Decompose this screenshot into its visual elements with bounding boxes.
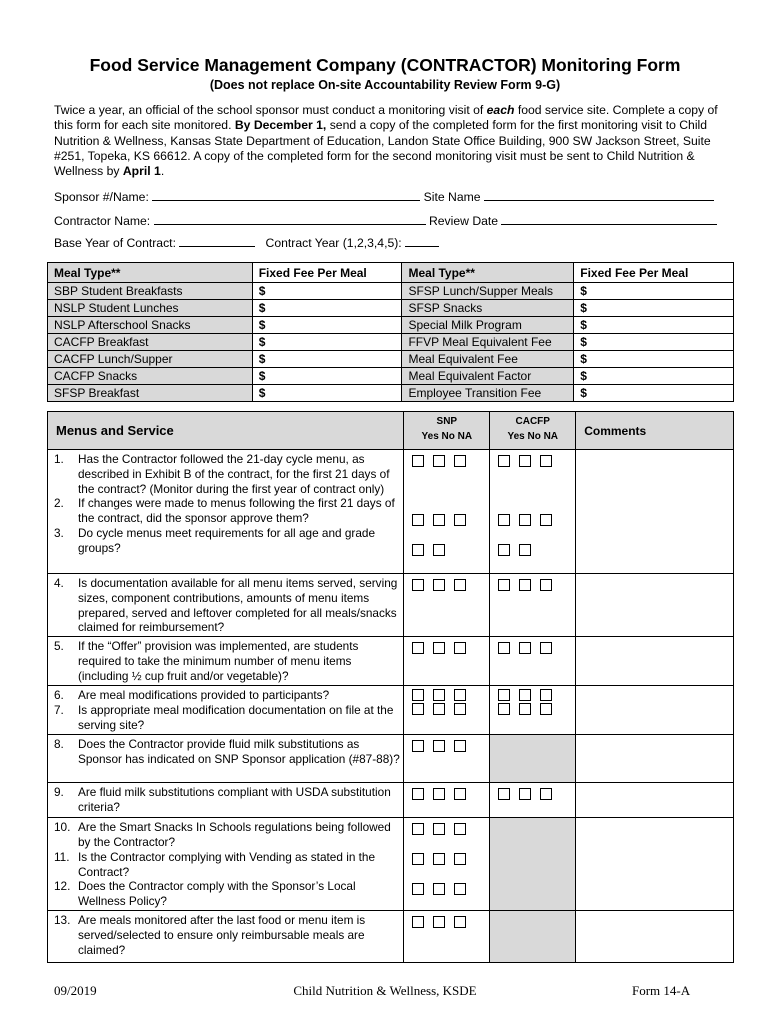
meal-type-cell: CACFP Snacks (48, 368, 253, 385)
fixed-fee-header: Fixed Fee Per Meal (252, 263, 402, 283)
base-year-input[interactable] (179, 236, 255, 247)
sponsor-field: Sponsor #/Name: Site Name (54, 190, 714, 204)
intro-paragraph: Twice a year, an official of the school sponsor must conduct a monitoring visit of each food service site. Complete a copy of this form for each site monitored. By December 1, send a copy of the completed form for the first monitoring visit to Child Nutrition & Wellness, Kansas State Department of Education, Landon State Office Building, 900 SW Jackson Street, Suite #251, Topeka, KS 66612. A copy of the completed form for the second monitoring visit must be sent to Child Nutrition & Wellness by April 1. (54, 103, 718, 179)
yes-checkbox[interactable] (498, 579, 510, 591)
na-checkbox[interactable] (540, 455, 552, 467)
meal-type-header: Meal Type** (402, 263, 574, 283)
fee-input[interactable]: $ (574, 317, 734, 334)
fee-input[interactable]: $ (252, 317, 402, 334)
table-row: 4. Is documentation available for all menu items served, serving sizes, component contributions, amounts of menu items prepared, served and leftover completed for all meals/snacks claimed for reimbursement? (48, 574, 734, 637)
yes-checkbox[interactable] (412, 703, 424, 715)
na-checkbox[interactable] (454, 514, 466, 526)
footer-date: 09/2019 (54, 983, 97, 998)
meal-type-cell: SFSP Breakfast (48, 385, 253, 402)
meal-type-cell: Employee Transition Fee (402, 385, 574, 402)
na-checkbox[interactable] (454, 579, 466, 591)
meal-type-cell: SFSP Lunch/Supper Meals (402, 283, 574, 300)
meal-type-cell: SFSP Snacks (402, 300, 574, 317)
no-checkbox[interactable] (433, 883, 445, 895)
na-checkbox[interactable] (454, 916, 466, 928)
meal-type-cell: SBP Student Breakfasts (48, 283, 253, 300)
comments-cell[interactable] (576, 637, 734, 686)
table-row: 10. Are the Smart Snacks In Schools regulations being followed by the Contractor? 11. Is the Contractor complying with Vending as stated in the Contract? 12. Does the Contractor comply with the Sponsor’s Local Wellness Policy? (48, 818, 734, 911)
na-checkbox[interactable] (454, 703, 466, 715)
comments-cell[interactable] (576, 574, 734, 637)
table-row (48, 300, 734, 317)
contractor-input[interactable] (154, 214, 426, 225)
meal-type-cell: Special Milk Program (402, 317, 574, 334)
yes-checkbox[interactable] (412, 514, 424, 526)
comments-cell[interactable] (576, 686, 734, 735)
fee-input[interactable]: $ (252, 385, 402, 402)
yes-checkbox[interactable] (412, 740, 424, 752)
yes-checkbox[interactable] (498, 703, 510, 715)
table-row (48, 368, 734, 385)
table-row: 1. Has the Contractor followed the 21-day cycle menu, as described in Exhibit B of the contract, for the first 21 days of the contract? (Monitor during the first year of contract only) 2. If changes were made to menus following the first 21 days of the contract, did the sponsor approve them? 3. Do cycle menus meet requirements for all age and grade groups? (48, 450, 734, 574)
fee-input[interactable]: $ (574, 283, 734, 300)
meal-type-header: Meal Type** (48, 263, 253, 283)
intro-each: each (486, 103, 515, 117)
no-checkbox[interactable] (433, 853, 445, 865)
contract-year-field: Base Year of Contract: Contract Year (1,2,3,4,5): (54, 236, 439, 250)
intro-april: April 1 (122, 164, 161, 179)
fee-input[interactable]: $ (252, 368, 402, 385)
fee-input[interactable]: $ (574, 300, 734, 317)
fee-input[interactable]: $ (574, 351, 734, 368)
yes-checkbox[interactable] (498, 788, 510, 800)
comments-cell[interactable] (576, 818, 734, 911)
no-checkbox[interactable] (519, 544, 531, 556)
yes-checkbox[interactable] (412, 455, 424, 467)
yes-checkbox[interactable] (498, 689, 510, 701)
no-checkbox[interactable] (433, 788, 445, 800)
table-row (48, 385, 734, 402)
meal-type-cell: Meal Equivalent Factor (402, 368, 574, 385)
no-checkbox[interactable] (433, 740, 445, 752)
fixed-fee-header: Fixed Fee Per Meal (574, 263, 734, 283)
sponsor-input[interactable] (152, 190, 420, 201)
yes-checkbox[interactable] (498, 455, 510, 467)
na-checkbox[interactable] (540, 703, 552, 715)
na-checkbox[interactable] (454, 689, 466, 701)
na-checkbox[interactable] (454, 853, 466, 865)
fee-input[interactable]: $ (574, 368, 734, 385)
yes-checkbox[interactable] (412, 853, 424, 865)
fee-input[interactable]: $ (252, 283, 402, 300)
meal-type-cell: NSLP Afterschool Snacks (48, 317, 253, 334)
comments-cell[interactable] (576, 783, 734, 818)
table-row (48, 283, 734, 300)
na-checkbox[interactable] (454, 823, 466, 835)
cacfp-checkboxes (490, 450, 576, 574)
na-checkbox[interactable] (454, 642, 466, 654)
no-checkbox[interactable] (519, 689, 531, 701)
comments-cell[interactable] (576, 450, 734, 574)
no-checkbox[interactable] (519, 703, 531, 715)
no-checkbox[interactable] (519, 455, 531, 467)
fee-input[interactable]: $ (574, 334, 734, 351)
fee-input[interactable]: $ (574, 385, 734, 402)
section-title: Menus and Service (48, 412, 404, 450)
no-checkbox[interactable] (433, 579, 445, 591)
yes-checkbox[interactable] (498, 514, 510, 526)
na-checkbox[interactable] (454, 455, 466, 467)
fee-input[interactable]: $ (252, 300, 402, 317)
na-checkbox[interactable] (454, 788, 466, 800)
na-checkbox[interactable] (454, 740, 466, 752)
na-checkbox[interactable] (540, 689, 552, 701)
meal-type-cell: CACFP Breakfast (48, 334, 253, 351)
no-checkbox[interactable] (519, 579, 531, 591)
yes-checkbox[interactable] (412, 788, 424, 800)
form-title: Food Service Management Company (CONTRACTOR) Monitoring Form (89, 55, 681, 75)
meal-type-cell: NSLP Student Lunches (48, 300, 253, 317)
comments-cell[interactable] (576, 735, 734, 783)
contractor-field: Contractor Name: Review Date (54, 214, 717, 228)
footer-agency: Child Nutrition & Wellness, KSDE (293, 983, 477, 998)
cacfp-header: CACFP Yes No NA (490, 412, 576, 450)
shaded-cell (490, 735, 576, 783)
table-row (48, 351, 734, 368)
table-row: 9. Are fluid milk substitutions compliant with USDA substitution criteria? (48, 783, 734, 818)
meal-type-cell: CACFP Lunch/Supper (48, 351, 253, 368)
comments-cell[interactable] (576, 911, 734, 963)
snp-header: SNP Yes No NA (404, 412, 490, 450)
table-row: 6. Are meal modifications provided to participants? 7. Is appropriate meal modification documentation on file at the serving site? (48, 686, 734, 735)
yes-checkbox[interactable] (498, 642, 510, 654)
yes-checkbox[interactable] (498, 544, 510, 556)
na-checkbox[interactable] (540, 788, 552, 800)
no-checkbox[interactable] (433, 455, 445, 467)
no-checkbox[interactable] (519, 514, 531, 526)
menus-service-table (47, 411, 734, 963)
no-checkbox[interactable] (433, 514, 445, 526)
yes-checkbox[interactable] (412, 642, 424, 654)
no-checkbox[interactable] (433, 916, 445, 928)
form-subtitle: (Does not replace On-site Accountability Review Form 9-G) (209, 78, 561, 92)
no-checkbox[interactable] (433, 689, 445, 701)
no-checkbox[interactable] (519, 788, 531, 800)
shaded-cell (490, 818, 576, 911)
no-checkbox[interactable] (433, 703, 445, 715)
meal-type-cell: FFVP Meal Equivalent Fee (402, 334, 574, 351)
snp-checkboxes (404, 450, 490, 574)
yes-checkbox[interactable] (412, 544, 424, 556)
fee-input[interactable]: $ (252, 351, 402, 368)
na-checkbox[interactable] (540, 642, 552, 654)
na-checkbox[interactable] (454, 883, 466, 895)
table-row (48, 334, 734, 351)
meal-fee-table (47, 262, 734, 402)
no-checkbox[interactable] (519, 642, 531, 654)
yes-checkbox[interactable] (412, 823, 424, 835)
contract-year-input[interactable] (405, 236, 439, 247)
site-name-input[interactable] (484, 190, 714, 201)
shaded-cell (490, 911, 576, 963)
table-row (48, 317, 734, 334)
intro-deadline: By December 1, (234, 118, 327, 133)
yes-checkbox[interactable] (412, 883, 424, 895)
yes-checkbox[interactable] (412, 579, 424, 591)
table-row: 13. Are meals monitored after the last food or menu item is served/selected to ensure only reimbursable meals are claimed? (48, 911, 734, 963)
na-checkbox[interactable] (540, 514, 552, 526)
review-date-input[interactable] (501, 214, 717, 225)
no-checkbox[interactable] (433, 823, 445, 835)
yes-checkbox[interactable] (412, 916, 424, 928)
meal-type-cell: Meal Equivalent Fee (402, 351, 574, 368)
comments-header: Comments (576, 412, 734, 450)
table-row: 5. If the “Offer” provision was implemented, are students required to take the minimum number of menu items (including ½ cup fruit and/or vegetable)? (48, 637, 734, 686)
table-row: 8. Does the Contractor provide fluid milk substitutions as Sponsor has indicated on SNP Sponsor application (#87-88)? (48, 735, 734, 783)
fee-input[interactable]: $ (252, 334, 402, 351)
no-checkbox[interactable] (433, 544, 445, 556)
no-checkbox[interactable] (433, 642, 445, 654)
footer-form-number: Form 14-A (632, 983, 691, 998)
yes-checkbox[interactable] (412, 689, 424, 701)
na-checkbox[interactable] (540, 579, 552, 591)
